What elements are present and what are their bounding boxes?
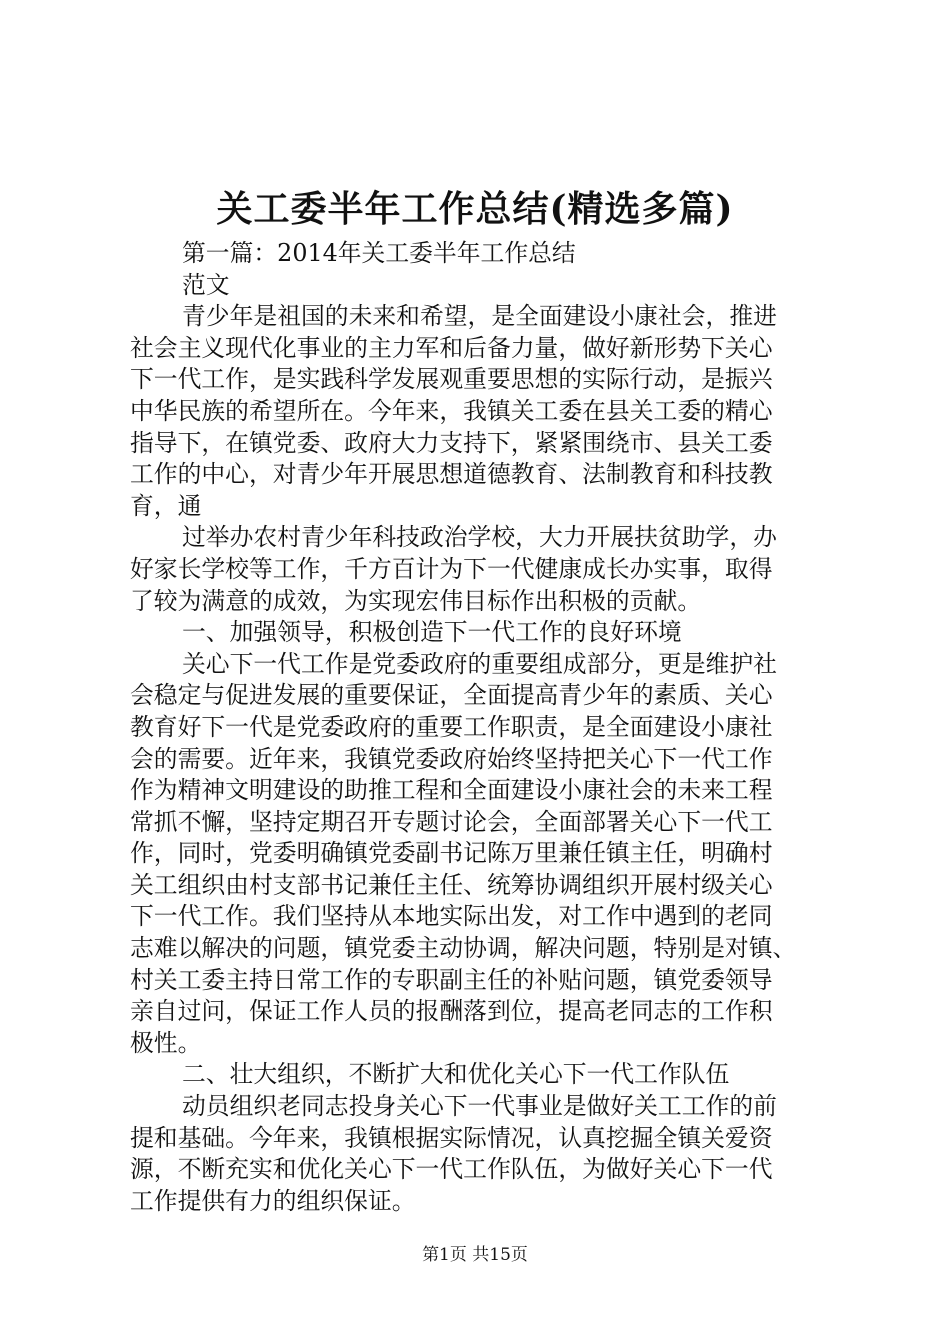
text-line: 一、加强领导，积极创造下一代工作的良好环境: [182, 618, 682, 647]
text-line: 工作提供有力的组织保证。: [130, 1186, 416, 1215]
text-line: 了较为满意的成效，为实现宏伟目标作出积极的贡献。: [130, 586, 702, 615]
text-line: 村关工委主持日常工作的专职副主任的补贴问题，镇党委领导: [130, 965, 773, 994]
text-line: 过举办农村青少年科技政治学校，大力开展扶贫助学，办: [182, 523, 777, 552]
text-line: 青少年是祖国的未来和希望，是全面建设小康社会，推进: [182, 302, 777, 331]
text-line: 极性。: [130, 1028, 202, 1057]
text-line: 关工组织由村支部书记兼任主任、统筹协调组织开展村级关心: [130, 870, 773, 899]
text-line: 志难以解决的问题，镇党委主动协调，解决问题，特别是对镇、: [130, 934, 797, 963]
text-line: 育，通: [130, 491, 202, 520]
text-line: 二、壮大组织，不断扩大和优化关心下一代工作队伍: [182, 1060, 730, 1089]
text-line: 社会主义现代化事业的主力军和后备力量，做好新形势下关心: [130, 333, 773, 362]
text-line: 动员组织老同志投身关心下一代事业是做好关工工作的前: [182, 1092, 777, 1121]
text-line: 源，不断充实和优化关心下一代工作队伍，为做好关心下一代: [130, 1155, 773, 1184]
text-line: 常抓不懈，坚持定期召开专题讨论会，全面部署关心下一代工: [130, 807, 773, 836]
text-line: 好家长学校等工作，千方百计为下一代健康成长办实事，取得: [130, 554, 773, 583]
text-line: 工作的中心，对青少年开展思想道德教育、法制教育和科技教: [130, 460, 773, 489]
text-line: 第一篇：2014年关工委半年工作总结: [182, 239, 576, 267]
text-line: 会的需要。近年来，我镇党委政府始终坚持把关心下一代工作: [130, 744, 773, 773]
document-body: [130, 238, 832, 1217]
text-line: 提和基础。今年来，我镇根据实际情况，认真挖掘全镇关爱资: [130, 1123, 773, 1152]
text-line: 关心下一代工作是党委政府的重要组成部分，更是维护社: [182, 649, 777, 678]
text-line: 教育好下一代是党委政府的重要工作职责，是全面建设小康社: [130, 712, 773, 741]
text-line: 作，同时，党委明确镇党委副书记陈万里兼任镇主任，明确村: [130, 839, 773, 868]
text-line: 作为精神文明建设的助推工程和全面建设小康社会的未来工程: [130, 776, 773, 805]
document-title: 关工委半年工作总结(精选多篇): [216, 188, 734, 230]
text-line: 下一代工作。我们坚持从本地实际出发，对工作中遇到的老同: [130, 902, 773, 931]
text-line: 会稳定与促进发展的重要保证，全面提高青少年的素质、关心: [130, 681, 773, 710]
page-footer: 第1页 共15页: [422, 1245, 528, 1265]
text-line: 中华民族的希望所在。今年来，我镇关工委在县关工委的精心: [130, 396, 773, 425]
text-line: 范文: [182, 270, 230, 299]
text-line: 下一代工作，是实践科学发展观重要思想的实际行动，是振兴: [130, 365, 773, 394]
text-line: 指导下，在镇党委、政府大力支持下，紧紧围绕市、县关工委: [130, 428, 773, 457]
text-line: 亲自过问，保证工作人员的报酬落到位，提高老同志的工作积: [130, 997, 773, 1026]
